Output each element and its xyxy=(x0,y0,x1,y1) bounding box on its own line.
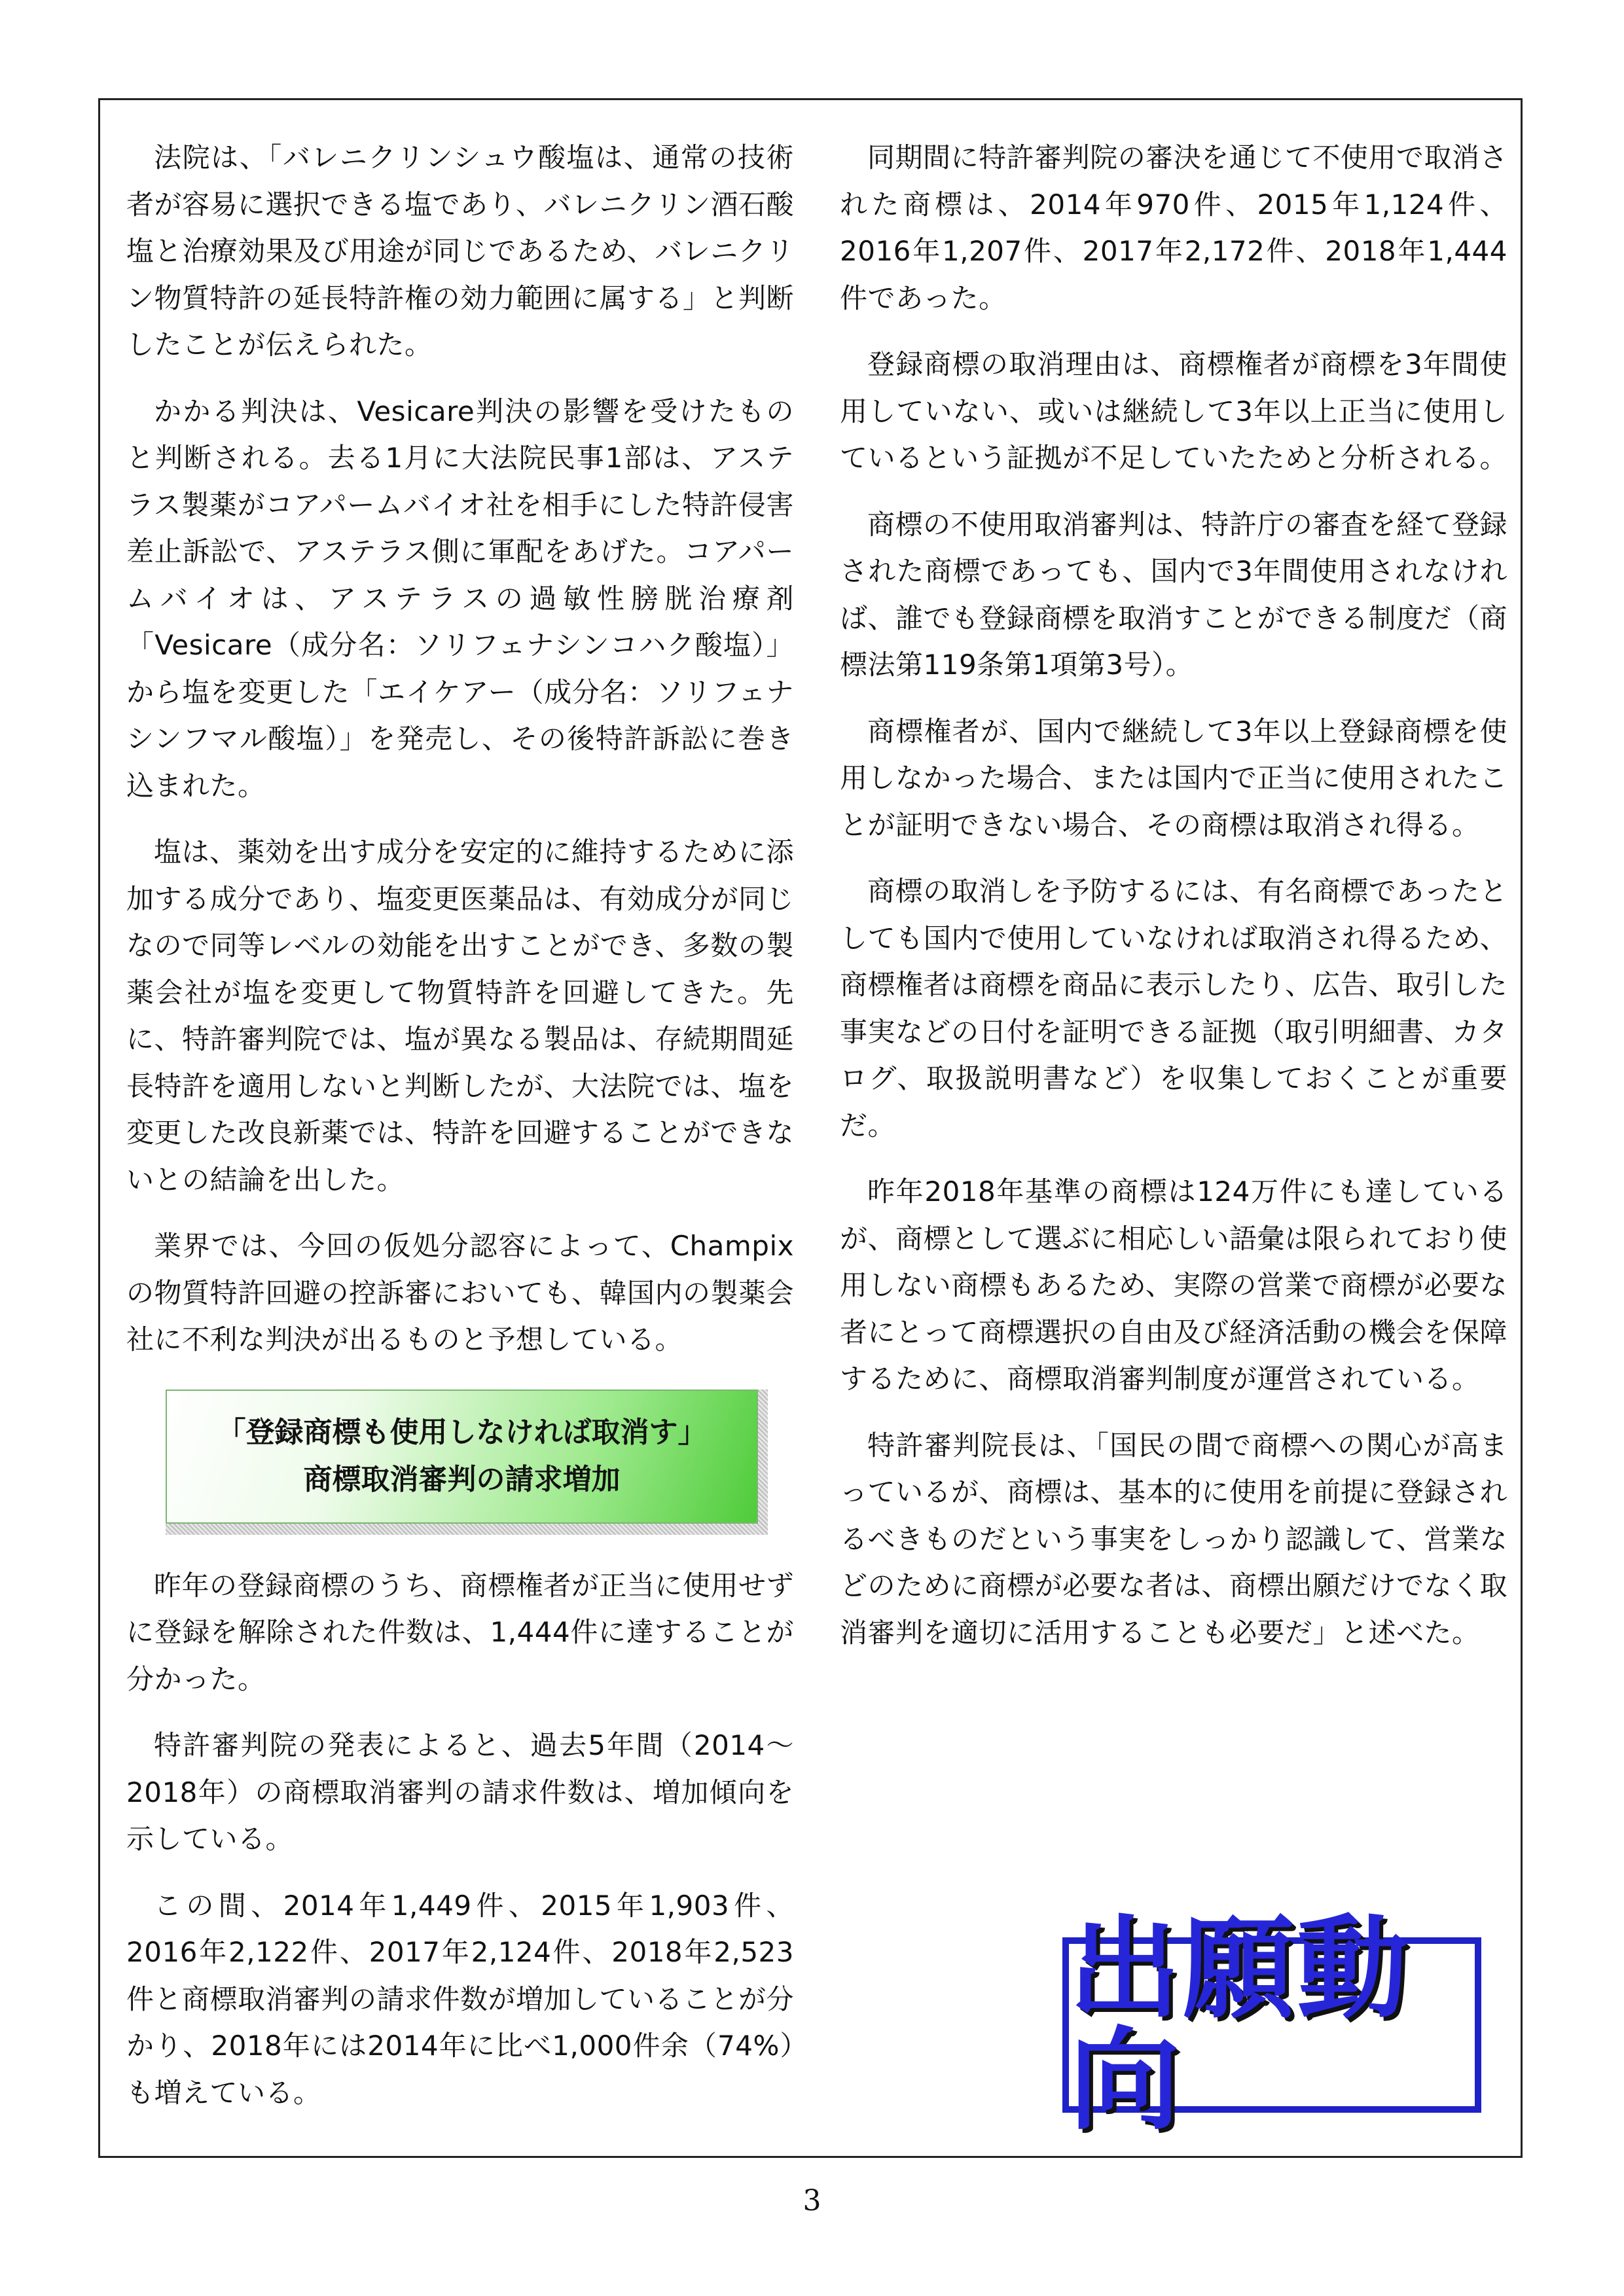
left-paragraph-7: この間、2014年1,449件、2015年1,903件、2016年2,122件、2017年2,124件、2018年2,523件と商標取消審判の請求件数が増加していることが分かり、2018年には2014年に比べ1,000件余（74%）も増えている。 xyxy=(126,1889,795,2109)
right-paragraph-3: 商標の不使用取消審判は、特許庁の審査を経て登録された商標であっても、国内で3年間使用されなければ、誰でも登録商標を取消すことができる制度だ（商標法第119条第1項第3号）。 xyxy=(840,508,1508,681)
left-paragraph-4: 業界では、今回の仮処分認容によって、Champixの物質特許回避の控訴審においても、韓国内の製薬会社に不利な判決が出るものと予想している。 xyxy=(126,1230,795,1355)
left-paragraph-2: かかる判決は、Vesicare判決の影響を受けたものと判断される。去る1月に大法院民事1部は、アステラス製薬がコアパームバイオ社を相手にした特許侵害差止訴訟で、アステラス側に軍配をあげた。コアパームバイオは、アステラスの過敏性膀胱治療剤「Vesicare（成分名：ソリフェナシンコハク酸塩）」から塩を変更した「エイケアー（成分名：ソリフェナシンフマル酸塩）」を発売し、その後特許訴訟に巻き込まれた。 xyxy=(126,395,794,802)
section-heading-line-1: 「登録商標も使用しなければ取消す」 xyxy=(217,1416,707,1449)
left-paragraph-1: 法院は、「バレニクリンシュウ酸塩は、通常の技術者が容易に選択できる塩であり、バレニクリン酒石酸塩と治療効果及び用途が同じであるため、バレニクリン物質特許の延長特許権の効力範囲に属する」と判断したことが伝えられた。 xyxy=(126,141,795,361)
left-paragraph-3: 塩は、薬効を出す成分を安定的に維持するために添加する成分であり、塩変更医薬品は、有効成分が同じなので同等レベルの効能を出すことができ、多数の製薬会社が塩を変更して物質特許を回避してきた。先に、特許審判院では、塩が異なる製品は、存続期間延長特許を適用しないと判断したが、大法院では、塩を変更した改良新薬では、特許を回避することができないとの結論を出した。 xyxy=(126,836,795,1196)
filing-trends-stamp-inner xyxy=(1069,1905,1475,2145)
section-heading xyxy=(166,1390,758,1524)
right-column xyxy=(840,134,1508,2145)
page-number: 3 xyxy=(803,2184,821,2217)
left-paragraph-5: 昨年の登録商標のうち、商標権者が正当に使用せずに登録を解除された件数は、1,444件に達することが分かった。 xyxy=(126,1569,794,1695)
page-frame xyxy=(98,98,1523,2158)
filing-trends-stamp-label: 出願動向 xyxy=(1069,1905,1411,2145)
left-column xyxy=(126,134,794,2136)
right-paragraph-1: 同期間に特許審判院の審決を通じて不使用で取消された商標は、2014年970件、2015年1,124件、2016年1,207件、2017年2,172件、2018年1,444件であった。 xyxy=(840,141,1507,314)
left-paragraph-6: 特許審判院の発表によると、過去5年間（2014～2018年）の商標取消審判の請求件数は、増加傾向を示している。 xyxy=(126,1729,794,1855)
section-heading-box xyxy=(166,1390,768,1535)
right-paragraph-4: 商標権者が、国内で継続して3年以上登録商標を使用しなかった場合、または国内で正当に使用されたことが証明できない場合、その商標は取消され得る。 xyxy=(840,715,1508,841)
right-paragraph-6: 昨年2018年基準の商標は124万件にも達しているが、商標として選ぶに相応しい語彙は限られており使用しない商標もあるため、実際の営業で商標が必要な者にとって商標選択の自由及び経済活動の機会を保障するために、商標取消審判制度が運営されている。 xyxy=(840,1175,1508,1395)
right-paragraph-5: 商標の取消しを予防するには、有名商標であったとしても国内で使用していなければ取消され得るため、商標権者は商標を商品に表示したり、広告、取引した事実などの日付を証明できる証拠（取引明細書、カタログ、取扱説明書など）を収集しておくことが重要だ。 xyxy=(840,875,1508,1141)
section-heading-line-2: 商標取消審判の請求増加 xyxy=(303,1463,621,1496)
right-paragraph-7: 特許審判院長は、「国民の間で商標への関心が高まっているが、商標は、基本的に使用を前提に登録されるべきものだという事実をしっかり認識して、営業などのために商標が必要な者は、商標出願だけでなく取消審判を適切に活用することも必要だ」と述べた。 xyxy=(840,1429,1508,1649)
right-paragraph-2: 登録商標の取消理由は、商標権者が商標を3年間使用していない、或いは継続して3年以上正当に使用しているという証拠が不足していたためと分析される。 xyxy=(840,348,1508,474)
filing-trends-stamp xyxy=(1062,1905,1481,2145)
